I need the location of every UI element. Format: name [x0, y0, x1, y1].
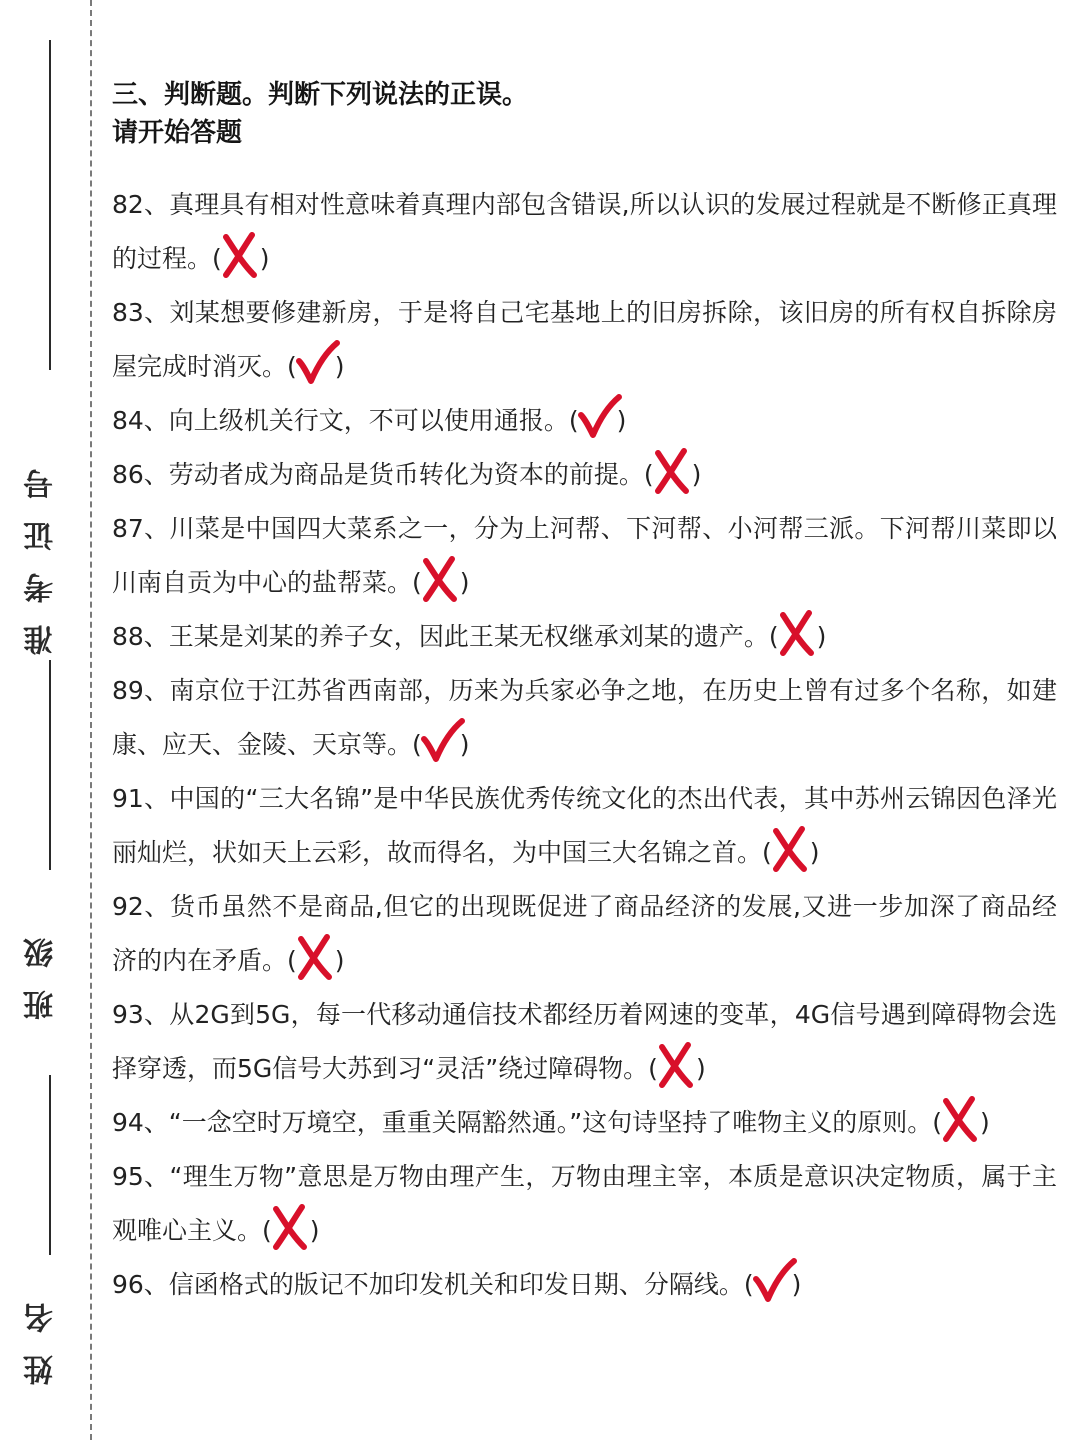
name-field [22, 1075, 62, 1385]
question-close-paren: ) [809, 838, 820, 867]
question-close-paren: ) [691, 460, 702, 489]
question-text: 84、向上级机关行文，不可以使用通报。( [112, 406, 579, 435]
name-label: 姓名 [24, 1281, 59, 1385]
cross-mark-icon [422, 561, 460, 601]
question-item [112, 178, 1057, 286]
check-mark-icon [297, 345, 335, 385]
cross-mark-icon [942, 1101, 980, 1141]
cross-mark-icon [222, 237, 260, 277]
question-text: 95、“理生万物”意思是万物由理产生，万物由理主宰，本质是意识决定物质，属于主观唯心主义。( [112, 1162, 1057, 1245]
question-close-paren: ) [979, 1108, 990, 1137]
question-text: 93、从2G到5G，每一代移动通信技术都经历着网速的变革，4G信号遇到障碍物会选择穿透，而5G信号大苏到习“灵活”绕过障碍物。( [112, 1000, 1057, 1083]
question-item [112, 286, 1057, 394]
question-list [112, 178, 1057, 1312]
question-close-paren: ) [816, 622, 827, 651]
question-text: 83、刘某想要修建新房，于是将自己宅基地上的旧房拆除，该旧房的所有权自拆除房屋完成时消灭。( [112, 298, 1057, 381]
question-close-paren: ) [259, 244, 270, 273]
cross-mark-icon [272, 1209, 310, 1249]
question-text: 88、王某是刘某的养子女，因此王某无权继承刘某的遗产。( [112, 622, 779, 651]
exam-number-underline [49, 40, 51, 370]
check-mark-icon [754, 1263, 792, 1303]
question-text: 92、货币虽然不是商品,但它的出现既促进了商品经济的发展,又进一步加深了商品经济的内在矛盾。( [112, 892, 1057, 975]
worksheet-content [112, 76, 1057, 1312]
question-close-paren: ) [791, 1270, 802, 1299]
question-close-paren: ) [616, 406, 627, 435]
section-title: 三、判断题。判断下列说法的正误。 [112, 80, 529, 110]
question-text: 86、劳动者成为商品是货币转化为资本的前提。( [112, 460, 654, 489]
question-close-paren: ) [459, 730, 470, 759]
question-item [112, 448, 1057, 502]
exam-number-field [22, 40, 62, 655]
question-text: 94、“一念空时万境空，重重关隔豁然通。”这句诗坚持了唯物主义的原则。( [112, 1108, 942, 1137]
question-item [112, 772, 1057, 880]
question-item [112, 502, 1057, 610]
question-item [112, 664, 1057, 772]
binding-dashed-line [90, 0, 92, 1440]
question-item [112, 1150, 1057, 1258]
question-text: 89、南京位于江苏省西南部，历来为兵家必争之地，在历史上曾有过多个名称，如建康、应天、金陵、天京等。( [112, 676, 1057, 759]
question-item [112, 394, 1057, 448]
cross-mark-icon [772, 831, 810, 871]
question-item [112, 988, 1057, 1096]
cross-mark-icon [297, 939, 335, 979]
section-instruction: 请开始答题 [112, 118, 243, 148]
question-text: 96、信函格式的版记不加印发机关和印发日期、分隔线。( [112, 1270, 754, 1299]
question-close-paren: ) [695, 1054, 706, 1083]
exam-number-label: 准考证号 [24, 447, 59, 655]
class-field [22, 660, 62, 1020]
question-text: 82、真理具有相对性意味着真理内部包含错误,所以认识的发展过程就是不断修正真理的过程。( [112, 190, 1057, 273]
question-item [112, 1258, 1057, 1312]
check-mark-icon [422, 723, 460, 763]
question-item [112, 1096, 1057, 1150]
class-label: 班级 [24, 916, 59, 1020]
question-item [112, 610, 1057, 664]
cross-mark-icon [779, 615, 817, 655]
question-close-paren: ) [309, 1216, 320, 1245]
question-item [112, 880, 1057, 988]
question-close-paren: ) [334, 352, 345, 381]
question-text: 87、川菜是中国四大菜系之一，分为上河帮、下河帮、小河帮三派。下河帮川菜即以川南自贡为中心的盐帮菜。( [112, 514, 1057, 597]
question-text: 91、中国的“三大名锦”是中华民族优秀传统文化的杰出代表，其中苏州云锦因色泽光丽灿烂，状如天上云彩，故而得名，为中国三大名锦之首。( [112, 784, 1057, 867]
cross-mark-icon [658, 1047, 696, 1087]
check-mark-icon [579, 399, 617, 439]
class-underline [49, 660, 51, 870]
cross-mark-icon [654, 453, 692, 493]
question-close-paren: ) [334, 946, 345, 975]
name-underline [49, 1075, 51, 1255]
question-close-paren: ) [459, 568, 470, 597]
